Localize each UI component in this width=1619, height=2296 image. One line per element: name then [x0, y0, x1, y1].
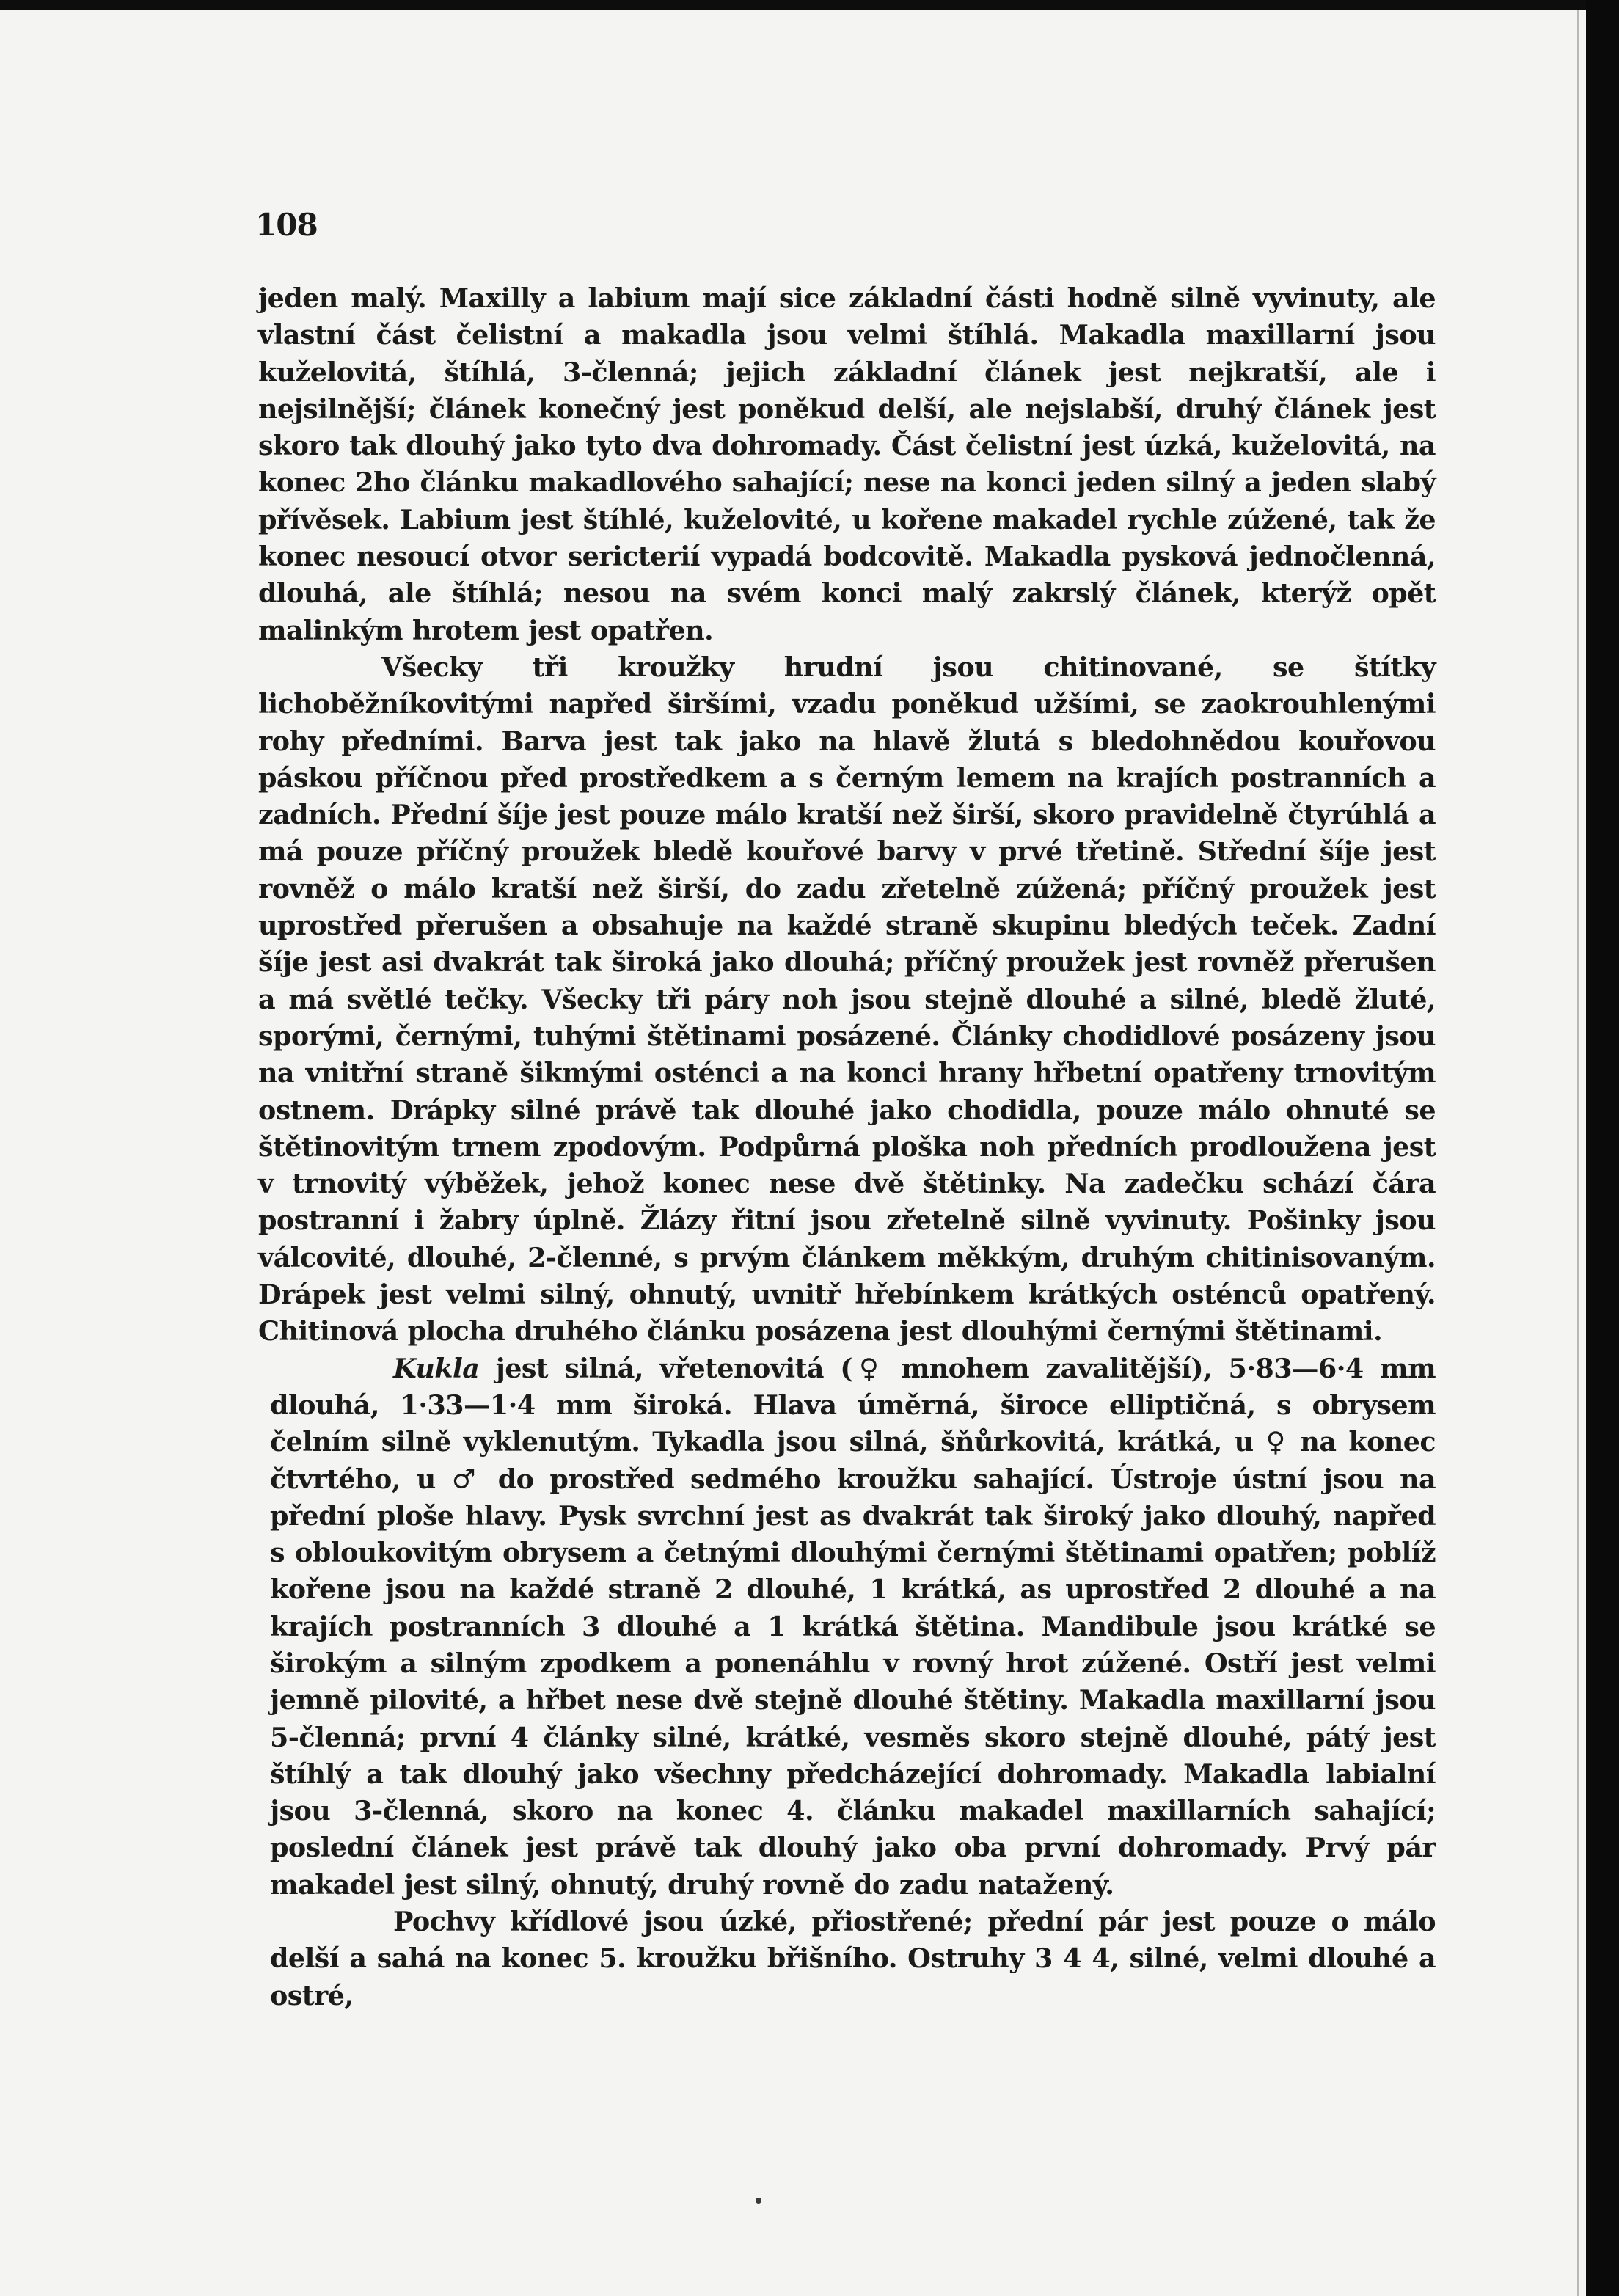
page-number: 108: [255, 207, 318, 243]
scan-right-edge: [1586, 0, 1619, 2296]
scan-top-edge: [0, 0, 1619, 10]
pupa-heading: Kukla: [393, 1352, 480, 1384]
paragraph-thorax: Všecky tři kroužky hrudní jsou chitinované, se štítky lichoběžníkovitými napřed širšími, vzadu poněkud užšími, se zaokrouhlenými rohy předními. Barva jest tak jako na hlavě žlutá s bledohnědou kouřovou páskou příčnou před prostředkem a s černým lemem na krajích postranních a zadních. Přední šíje jest pouze málo kratší než širší, skoro pravidelně čtyrúhlá a má pouze příčný proužek bledě kouřové barvy v prvé třetině. Střední šíje jest rovněž o málo kratší než širší, do zadu zřetelně zúžená; příčný proužek jest uprostřed přerušen a obsahuje na každé straně skupinu bledých teček. Zadní šíje jest asi dvakrát tak široká jako dlouhá; příčný proužek jest rovněž přerušen a má světlé tečky. Všecky tři páry noh jsou stejně dlouhé a silné, bledě žluté, sporými, černými, tuhými štětinami posázené. Články chodidlové posázeny jsou na vnitřní straně šikmými osténci a na konci hrany hřbetní opatřeny trnovitým ostnem. Drápky silné právě tak dlouhé jako chodidla, pouze málo ohnuté se štětinovitým trnem zpodovým. Podpůrná ploška noh předních prodloužena jest v trnovitý výběžek, jehož konec nese dvě štětinky. Na zadečku schází čára postranní i žabry úplně. Žlázy řitní jsou zřetelně silně vyvinuty. Pošinky jsou válcovité, dlouhé, 2-členné, s prvým článkem měkkým, druhým chitinisovaným. Drápek jest velmi silný, ohnutý, uvnitř hřebínkem krátkých osténců opatřený. Chitinová plocha druhého článku posázena jest dlouhými černými štětinami.: [258, 651, 1436, 1348]
paragraph-wing-sheaths: Pochvy křídlové jsou úzké, přiostřené; přední pár jest pouze o málo delší a sahá na konec 5. kroužku břišního. Ostruhy 3 4 4, silné, velmi dlouhé a ostré,: [270, 1906, 1436, 2011]
paragraph-larva-mouthparts: jeden malý. Maxilly a labium mají sice základní části hodně silně vyvinuty, ale vlastní část čelistní a makadla jsou velmi štíhlá. Makadla maxillarní jsou kuželovitá, štíhlá, 3-členná; jejich základní článek jest nejkratší, ale i nejsilnější; článek konečný jest poněkud delší, ale nejslabší, druhý článek jest skoro tak dlouhý jako tyto dva dohromady. Část čelistní jest úzká, kuželovitá, na konec 2ho článku makadlového sahající; nese na konci jeden silný a jeden slabý přívěsek. Labium jest štíhlé, kuželovité, u kořene makadel rychle zúžené, tak že konec nesoucí otvor sericterií vypadá bodcovitě. Makadla pysková jednočlenná, dlouhá, ale štíhlá; nesou na svém konci malý zakrslý článek, kterýž opět malinkým hrotem jest opatřen.: [258, 282, 1436, 646]
pupa-description: jest silná, vřetenovitá (♀ mnohem zavalitější), 5·83—6·4 mm dlouhá, 1·33—1·4 mm široká. Hlava úměrná, široce elliptičná, s obrysem čelním silně vyklenutým. Tykadla jsou silná, šňůrkovitá, krátká, u ♀ na konec čtvrtého, u ♂ do prostřed sedmého kroužku sahající. Ústroje ústní jsou na přední ploše hlavy. Pysk svrchní jest as dvakrát tak široký jako dlouhý, napřed s obloukovitým obrysem a četnými dlouhými černými štětinami opatřen; poblíž kořene jsou na každé straně 2 dlouhé, 1 krátká, as uprostřed 2 dlouhé a na krajích postranních 3 dlouhé a 1 krátká štětina. Mandibule jsou krátké se širokým a silným zpodkem a ponenáhlu v rovný hrot zúžené. Ostří jest velmi jemně pilovité, a hřbet nese dvě stejně dlouhé štětiny. Makadla maxillarní jsou 5-členná; první 4 články silné, krátké, vesměs skoro stejně dlouhé, pátý jest štíhlý a tak dlouhý jako všechny předcházející dohromady. Makadla labialní jsou 3-členná, skoro na konec 4. článku makadel maxillarních sahající; poslední článek jest právě tak dlouhý jako oba první dohromady. Prvý pár makadel jest silný, ohnutý, druhý rovně do zadu natažený.: [270, 1352, 1436, 1901]
paragraph-pupa: [270, 1350, 1436, 1904]
scan-speck: [756, 2198, 761, 2204]
body-text: [258, 280, 1436, 2014]
page-edge-line: [1577, 10, 1579, 2296]
